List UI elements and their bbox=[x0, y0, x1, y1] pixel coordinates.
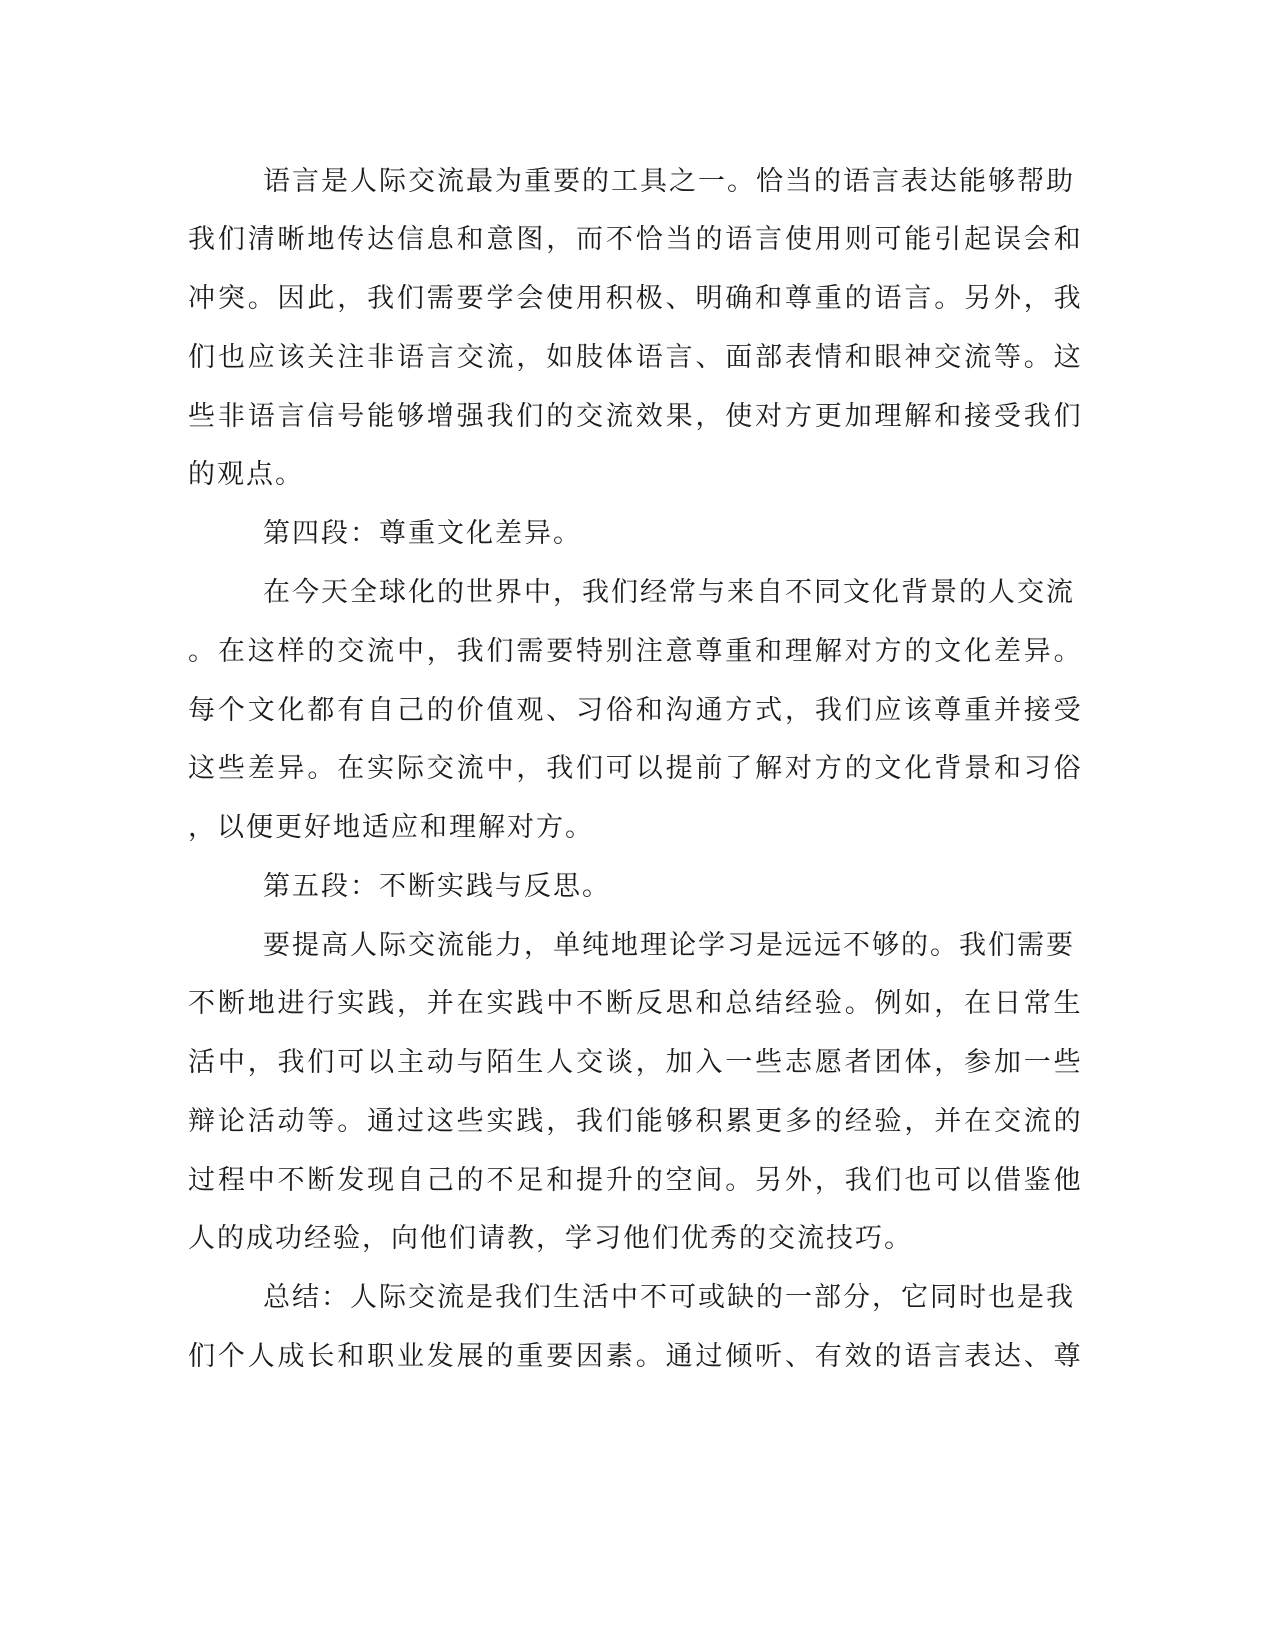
text-line: 们也应该关注非语言交流，如肢体语言、面部表情和眼神交流等。这 bbox=[188, 342, 1084, 373]
text-line: 活中，我们可以主动与陌生人交谈，加入一些志愿者团体，参加一些 bbox=[188, 1047, 1084, 1078]
text-line: 们个人成长和职业发展的重要因素。通过倾听、有效的语言表达、尊 bbox=[188, 1341, 1084, 1372]
text-line: 冲突。因此，我们需要学会使用积极、明确和尊重的语言。另外，我 bbox=[188, 283, 1084, 314]
text-line: 不断地进行实践，并在实践中不断反思和总结经验。例如，在日常生 bbox=[188, 988, 1084, 1019]
text-line: 。在这样的交流中，我们需要特别注意尊重和理解对方的文化差异。 bbox=[188, 636, 1084, 667]
text-line: 语言是人际交流最为重要的工具之一。恰当的语言表达能够帮助 bbox=[263, 166, 1075, 197]
section-heading: 第五段：不断实践与反思。 bbox=[263, 871, 611, 902]
text-line: 些非语言信号能够增强我们的交流效果，使对方更加理解和接受我们 bbox=[188, 401, 1084, 432]
text-line: 要提高人际交流能力，单纯地理论学习是远远不够的。我们需要 bbox=[263, 930, 1075, 961]
text-line: 我们清晰地传达信息和意图，而不恰当的语言使用则可能引起误会和 bbox=[188, 224, 1084, 255]
text-line: 人的成功经验，向他们请教，学习他们优秀的交流技巧。 bbox=[188, 1223, 913, 1254]
text-line: 辩论活动等。通过这些实践，我们能够积累更多的经验，并在交流的 bbox=[188, 1106, 1084, 1137]
text-line: 这些差异。在实际交流中，我们可以提前了解对方的文化背景和习俗 bbox=[188, 753, 1084, 784]
text-line: 总结：人际交流是我们生活中不可或缺的一部分，它同时也是我 bbox=[263, 1282, 1075, 1313]
text-line: 在今天全球化的世界中，我们经常与来自不同文化背景的人交流 bbox=[263, 577, 1075, 608]
text-line: ，以便更好地适应和理解对方。 bbox=[188, 812, 594, 843]
text-line: 的观点。 bbox=[188, 459, 304, 490]
section-heading: 第四段：尊重文化差异。 bbox=[263, 518, 582, 549]
text-line: 每个文化都有自己的价值观、习俗和沟通方式，我们应该尊重并接受 bbox=[188, 695, 1084, 726]
text-line: 过程中不断发现自己的不足和提升的空间。另外，我们也可以借鉴他 bbox=[188, 1165, 1084, 1196]
